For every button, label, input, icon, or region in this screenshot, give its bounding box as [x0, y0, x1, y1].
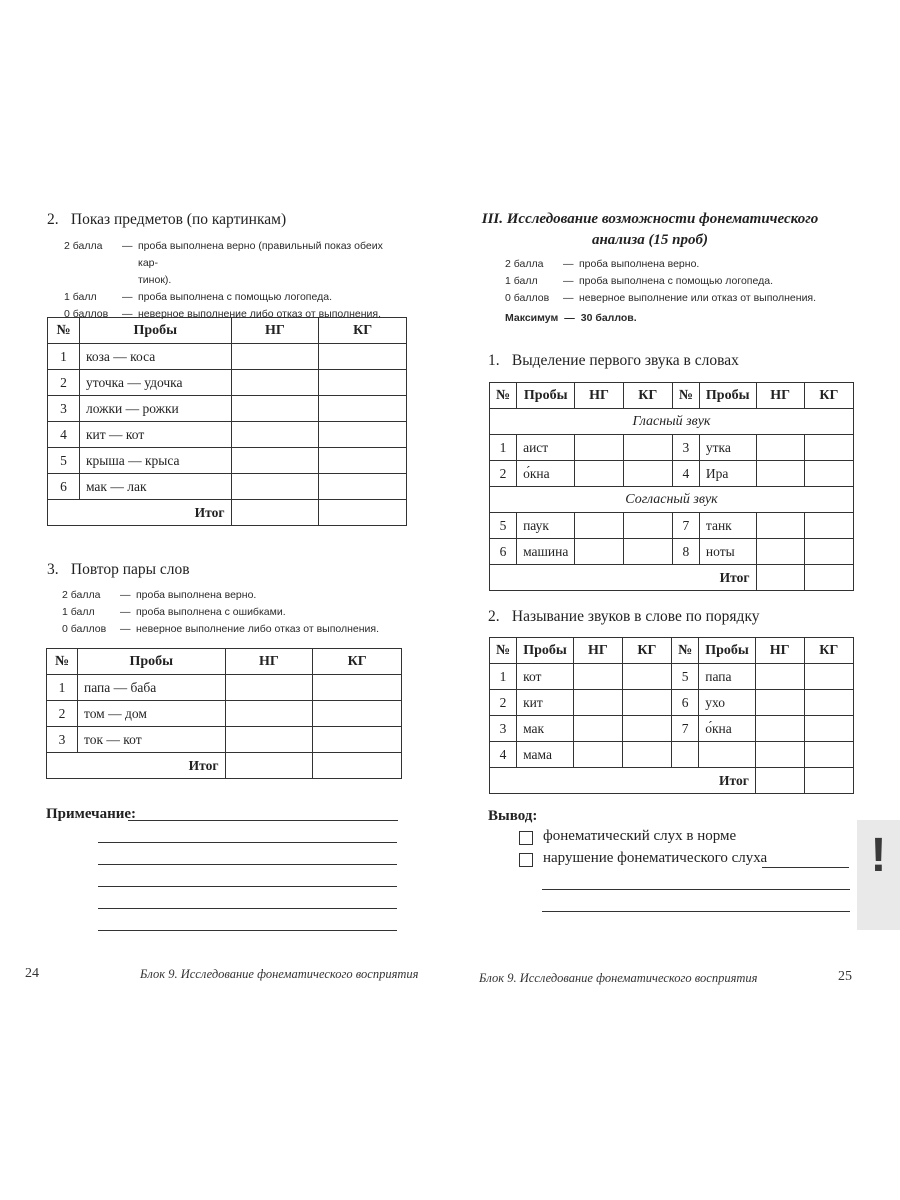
criteria-row — [505, 256, 865, 273]
column-header-number: № — [48, 318, 80, 344]
criteria-text: неверное выполнение либо отказ от выполнения. — [138, 308, 382, 320]
row-number: 6 — [48, 474, 80, 500]
chapter-heading — [460, 209, 840, 251]
notes-line[interactable] — [98, 930, 397, 931]
criteria-row — [62, 604, 402, 621]
kg-score-cell[interactable] — [622, 716, 671, 742]
side-tab-attention — [857, 820, 900, 930]
option-label-hearing-impaired: нарушение фонематического слуха — [543, 850, 768, 866]
probe-cell: том — дом — [77, 701, 225, 727]
ng-score-cell[interactable] — [231, 344, 319, 370]
probe-cell: о́кна — [517, 461, 575, 487]
row-number: 7 — [672, 513, 699, 539]
probe-cell: ухо — [699, 690, 756, 716]
table-row — [47, 727, 402, 753]
kg-score-cell[interactable] — [623, 461, 672, 487]
ng-score-cell[interactable] — [755, 664, 804, 690]
probe-cell: крыша — крыса — [79, 448, 231, 474]
kg-score-cell[interactable] — [313, 727, 402, 753]
criteria-points: 0 баллов — [64, 308, 109, 320]
ng-total-cell[interactable] — [225, 753, 313, 779]
section-title-show-objects — [47, 211, 286, 229]
column-header-ng: НГ — [575, 383, 623, 409]
criteria-dash: — — [563, 275, 574, 287]
group-label: Гласный звук — [490, 409, 854, 435]
row-number: 1 — [490, 435, 517, 461]
probe-cell — [699, 742, 756, 768]
running-footer: Блок 9. Исследование фонематического восприятия — [140, 967, 419, 981]
kg-total-cell[interactable] — [313, 753, 402, 779]
kg-score-cell[interactable] — [804, 435, 853, 461]
ng-score-cell[interactable] — [755, 690, 804, 716]
group-row-consonant — [490, 487, 854, 513]
maximum-value: 30 баллов. — [580, 312, 637, 324]
notes-line[interactable] — [128, 820, 398, 821]
kg-total-cell[interactable] — [319, 500, 407, 526]
chapter-heading-line2: анализа (15 проб) — [591, 232, 709, 248]
column-header-ng: НГ — [231, 318, 319, 344]
column-header-kg: КГ — [804, 638, 854, 664]
kg-score-cell[interactable] — [622, 664, 671, 690]
table-row — [490, 435, 854, 461]
criteria-dash: — — [563, 292, 574, 304]
first-sound-table — [489, 382, 854, 591]
section-number: 1. — [488, 352, 500, 369]
criteria-text: тинок). — [138, 274, 172, 286]
table-row — [48, 344, 407, 370]
ng-score-cell[interactable] — [231, 396, 319, 422]
probe-cell: мак — [517, 716, 574, 742]
table-row — [48, 396, 407, 422]
criteria-points: 2 балла — [64, 240, 103, 252]
probe-cell: папа — [699, 664, 756, 690]
criteria-row — [64, 272, 404, 289]
criteria-text: неверное выполнение или отказ от выполнения. — [579, 292, 817, 304]
criteria-dash: — — [563, 258, 574, 270]
row-number: 6 — [490, 539, 517, 565]
kg-score-cell[interactable] — [623, 513, 672, 539]
table-header-row — [490, 638, 854, 664]
table-header-row — [48, 318, 407, 344]
table-total-row — [490, 565, 854, 591]
kg-score-cell[interactable] — [319, 422, 407, 448]
checkbox-hearing-normal[interactable] — [519, 831, 533, 845]
column-header-number: № — [672, 383, 699, 409]
row-number: 3 — [672, 435, 699, 461]
notes-line[interactable] — [98, 842, 397, 843]
column-header-ng: НГ — [574, 638, 623, 664]
column-header-kg: КГ — [804, 383, 853, 409]
ng-score-cell[interactable] — [231, 422, 319, 448]
probe-cell: ложки — рожки — [79, 396, 231, 422]
column-header-kg: КГ — [623, 383, 672, 409]
probe-cell: утка — [699, 435, 756, 461]
kg-score-cell[interactable] — [313, 675, 402, 701]
criteria-dash: — — [120, 606, 131, 618]
checkbox-hearing-impaired[interactable] — [519, 853, 533, 867]
section-title-text: Выделение первого звука в словах — [511, 352, 739, 369]
row-number: 6 — [672, 690, 699, 716]
criteria-row — [62, 587, 402, 604]
ng-score-cell[interactable] — [225, 675, 313, 701]
page-number: 25 — [838, 969, 852, 984]
kg-score-cell[interactable] — [804, 513, 853, 539]
notes-line[interactable] — [98, 886, 397, 887]
kg-score-cell[interactable] — [319, 474, 407, 500]
column-header-probes: Пробы — [79, 318, 231, 344]
ng-score-cell[interactable] — [231, 370, 319, 396]
row-number: 2 — [490, 461, 517, 487]
column-header-probes: Пробы — [77, 649, 225, 675]
probe-cell: ноты — [699, 539, 756, 565]
table-row — [490, 664, 854, 690]
column-header-probes: Пробы — [699, 638, 756, 664]
criteria-dash: — — [122, 308, 133, 320]
probe-cell: кит — кот — [79, 422, 231, 448]
kg-score-cell[interactable] — [313, 701, 402, 727]
ng-score-cell[interactable] — [231, 448, 319, 474]
notes-line[interactable] — [98, 908, 397, 909]
column-header-ng: НГ — [755, 638, 804, 664]
column-header-kg: КГ — [313, 649, 402, 675]
criteria-text: проба выполнена с ошибками. — [136, 606, 286, 618]
notes-line[interactable] — [98, 864, 397, 865]
kg-score-cell[interactable] — [804, 716, 854, 742]
kg-score-cell[interactable] — [623, 435, 672, 461]
column-header-probes: Пробы — [517, 383, 575, 409]
section-title-text: Показ предметов (по картинкам) — [70, 211, 287, 228]
group-row-vowel — [490, 409, 854, 435]
criteria-row — [64, 238, 404, 272]
criteria-dash: — — [122, 291, 133, 303]
section-title-first-sound — [488, 352, 739, 370]
maximum-dash: — — [564, 312, 575, 324]
column-header-kg: КГ — [319, 318, 407, 344]
ng-score-cell[interactable] — [231, 474, 319, 500]
criteria-dash: — — [120, 589, 131, 601]
probe-cell: танк — [699, 513, 756, 539]
conclusion-line[interactable] — [542, 911, 850, 912]
row-number: 2 — [48, 370, 80, 396]
section-title-text: Повтор пары слов — [70, 561, 190, 578]
table-total-row — [48, 500, 407, 526]
table-row — [48, 422, 407, 448]
kg-score-cell[interactable] — [622, 690, 671, 716]
ng-score-cell[interactable] — [575, 513, 623, 539]
scoring-criteria — [505, 256, 865, 327]
table-row — [47, 675, 402, 701]
probe-cell: ток — кот — [77, 727, 225, 753]
probe-cell: коза — коса — [79, 344, 231, 370]
chapter-heading-line1: III. Исследование возможности фонематического — [481, 211, 819, 227]
row-number: 1 — [47, 675, 78, 701]
ng-total-cell[interactable] — [755, 768, 804, 794]
row-number: 2 — [47, 701, 78, 727]
probe-cell: мак — лак — [79, 474, 231, 500]
probe-cell: кит — [517, 690, 574, 716]
criteria-text: проба выполнена с помощью логопеда. — [138, 291, 332, 303]
column-header-ng: НГ — [756, 383, 804, 409]
show-objects-table — [47, 317, 407, 526]
scoring-criteria — [62, 587, 402, 638]
column-header-kg: КГ — [622, 638, 671, 664]
kg-score-cell[interactable] — [319, 344, 407, 370]
repeat-pairs-table — [46, 648, 402, 779]
column-header-probes: Пробы — [517, 638, 574, 664]
column-header-ng: НГ — [225, 649, 313, 675]
row-number: 3 — [48, 396, 80, 422]
probe-cell: аист — [517, 435, 575, 461]
row-number — [672, 742, 699, 768]
criteria-points: 0 баллов — [505, 292, 550, 304]
kg-score-cell[interactable] — [804, 461, 853, 487]
total-label: Итог — [47, 753, 226, 779]
criteria-points: 1 балл — [505, 275, 538, 287]
row-number: 3 — [490, 716, 517, 742]
criteria-points: 2 балла — [62, 589, 101, 601]
kg-score-cell[interactable] — [319, 370, 407, 396]
kg-score-cell[interactable] — [622, 742, 671, 768]
kg-score-cell[interactable] — [804, 539, 853, 565]
criteria-text: неверное выполнение либо отказ от выполнения. — [136, 623, 380, 635]
column-header-number: № — [490, 638, 517, 664]
table-row — [490, 690, 854, 716]
ng-score-cell[interactable] — [756, 435, 804, 461]
criteria-points: 2 балла — [505, 258, 544, 270]
group-label: Согласный звук — [490, 487, 854, 513]
ng-total-cell[interactable] — [756, 565, 804, 591]
kg-total-cell[interactable] — [804, 565, 853, 591]
table-total-row — [490, 768, 854, 794]
row-number: 4 — [48, 422, 80, 448]
column-header-probes: Пробы — [699, 383, 756, 409]
table-row — [490, 716, 854, 742]
section-title-repeat-pairs — [47, 561, 190, 579]
probe-cell: Ира — [699, 461, 756, 487]
kg-score-cell[interactable] — [804, 690, 854, 716]
criteria-text: проба выполнена с помощью логопеда. — [579, 275, 773, 287]
row-number: 5 — [672, 664, 699, 690]
ng-score-cell[interactable] — [755, 742, 804, 768]
criteria-text: проба выполнена верно. — [136, 589, 257, 601]
section-number: 2. — [47, 211, 59, 228]
probe-cell: паук — [517, 513, 575, 539]
criteria-row — [505, 290, 865, 307]
ng-score-cell[interactable] — [756, 461, 804, 487]
option-label-hearing-normal: фонематический слух в норме — [543, 828, 737, 844]
conclusion-label: Вывод: — [488, 808, 538, 824]
row-number: 5 — [490, 513, 517, 539]
exclamation-icon: ! — [870, 829, 887, 882]
maximum-label: Максимум — [505, 312, 559, 324]
kg-score-cell[interactable] — [804, 664, 854, 690]
criteria-points — [64, 272, 122, 289]
ng-score-cell[interactable] — [755, 716, 804, 742]
criteria-points: 1 балл — [64, 291, 97, 303]
row-number: 8 — [672, 539, 699, 565]
ng-score-cell[interactable] — [575, 461, 623, 487]
notes-label: Примечание: — [46, 806, 137, 822]
ng-total-cell[interactable] — [231, 500, 319, 526]
row-number: 1 — [48, 344, 80, 370]
section-number: 2. — [488, 608, 500, 625]
row-number: 3 — [47, 727, 78, 753]
total-label: Итог — [48, 500, 232, 526]
criteria-row — [505, 273, 865, 290]
ng-score-cell[interactable] — [756, 539, 804, 565]
kg-score-cell[interactable] — [319, 448, 407, 474]
row-number: 7 — [672, 716, 699, 742]
table-row — [490, 742, 854, 768]
row-number: 5 — [48, 448, 80, 474]
maximum-row — [505, 310, 865, 327]
probe-cell: машина — [517, 539, 575, 565]
ng-score-cell[interactable] — [225, 727, 313, 753]
probe-cell: уточка — удочка — [79, 370, 231, 396]
probe-cell: кот — [517, 664, 574, 690]
column-header-number: № — [672, 638, 699, 664]
criteria-row — [64, 289, 404, 306]
criteria-dash: — — [120, 623, 131, 635]
page-number: 24 — [25, 966, 39, 981]
row-number: 4 — [490, 742, 517, 768]
criteria-dash — [122, 272, 138, 289]
ng-score-cell[interactable] — [574, 690, 623, 716]
row-number: 2 — [490, 690, 517, 716]
table-total-row — [47, 753, 402, 779]
table-row — [490, 539, 854, 565]
table-header-row — [47, 649, 402, 675]
total-label: Итог — [490, 565, 757, 591]
column-header-number: № — [490, 383, 517, 409]
scoring-criteria — [64, 238, 404, 323]
ng-score-cell[interactable] — [574, 742, 623, 768]
section-title-naming-sounds — [488, 608, 760, 626]
criteria-points: 1 балл — [62, 606, 95, 618]
kg-score-cell[interactable] — [623, 539, 672, 565]
table-row — [47, 701, 402, 727]
kg-score-cell[interactable] — [804, 742, 854, 768]
ng-score-cell[interactable] — [575, 539, 623, 565]
probe-cell: мама — [517, 742, 574, 768]
table-row — [48, 370, 407, 396]
running-footer: Блок 9. Исследование фонематического восприятия — [479, 971, 758, 985]
row-number: 1 — [490, 664, 517, 690]
criteria-dash: — — [122, 240, 133, 252]
ng-score-cell[interactable] — [225, 701, 313, 727]
conclusion-line[interactable] — [762, 867, 849, 868]
ng-score-cell[interactable] — [574, 664, 623, 690]
section-number: 3. — [47, 561, 59, 578]
probe-cell: о́кна — [699, 716, 756, 742]
ng-score-cell[interactable] — [756, 513, 804, 539]
table-row — [48, 448, 407, 474]
table-row — [490, 513, 854, 539]
naming-sounds-table — [489, 637, 854, 794]
criteria-row — [62, 621, 402, 638]
table-row — [490, 461, 854, 487]
criteria-points: 0 баллов — [62, 623, 107, 635]
kg-score-cell[interactable] — [319, 396, 407, 422]
column-header-number: № — [47, 649, 78, 675]
total-label: Итог — [490, 768, 756, 794]
ng-score-cell[interactable] — [574, 716, 623, 742]
criteria-text: проба выполнена верно (правильный показ обеих кар- — [138, 240, 383, 269]
ng-score-cell[interactable] — [575, 435, 623, 461]
section-title-text: Называние звуков в слове по порядку — [511, 608, 760, 625]
kg-total-cell[interactable] — [804, 768, 854, 794]
row-number: 4 — [672, 461, 699, 487]
conclusion-line[interactable] — [542, 889, 850, 890]
table-header-row — [490, 383, 854, 409]
probe-cell: папа — баба — [77, 675, 225, 701]
table-row — [48, 474, 407, 500]
criteria-text: проба выполнена верно. — [579, 258, 700, 270]
